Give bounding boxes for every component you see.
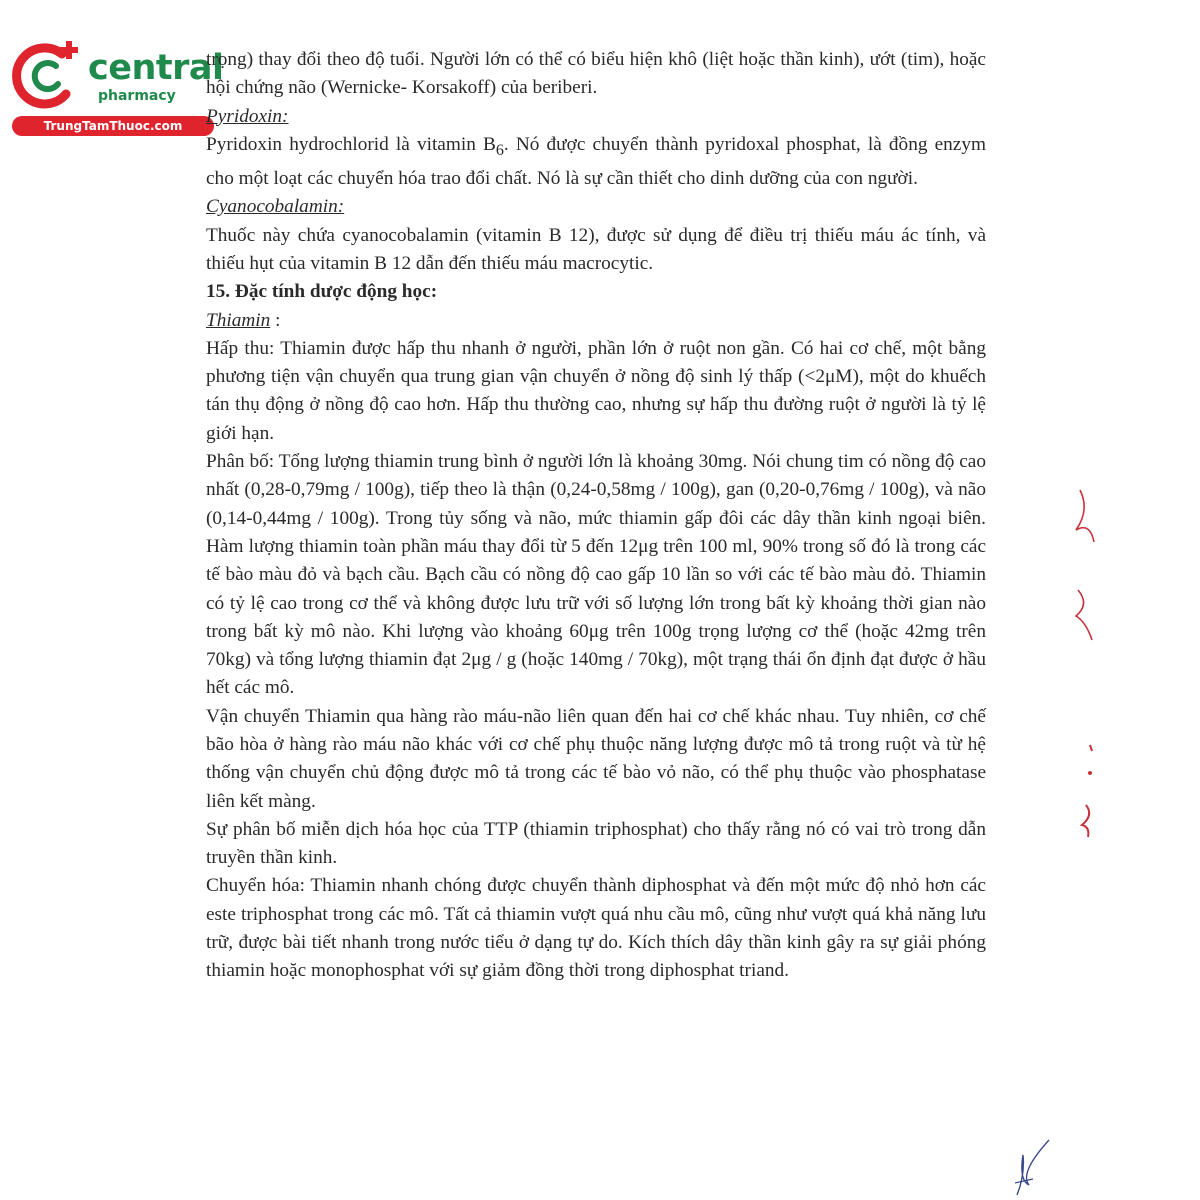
subheading-thiamin-colon: : bbox=[270, 309, 281, 331]
logo-brand-name: central bbox=[88, 48, 224, 88]
subheading-cyanocobalamin: Cyanocobalamin: bbox=[206, 196, 345, 218]
paragraph-transport: Vận chuyển Thiamin qua hàng rào máu-não liên quan đến hai cơ chế khác nhau. Tuy nhiên, cơ chế bão hòa ở hàng rào máu não khác với cơ chế phụ thuộc năng lượng được mô tả trong ruột và từ hệ thống vận chuyển chủ động được mô tả trong các tế bào vỏ não, có thể phụ thuộc vào phosphatase liên kết màng. bbox=[206, 705, 986, 812]
paragraph-metabolism: Chuyển hóa: Thiamin nhanh chóng được chuyển thành diphosphat và đến một mức độ nhỏ hơn các este triphosphat trong các mô. Tất cả thiamin vượt quá nhu cầu mô, cũng như vượt quá khả năng lưu trữ, được bài tiết nhanh trong nước tiểu ở dạng tự do. Kích thích dây thần kinh gây ra sự giải phóng thiamin hoặc monophosphat với sự giảm đồng thời trong diphosphat triand. bbox=[206, 875, 986, 982]
paragraph-beriberi: trọng) thay đổi theo độ tuổi. Người lớn có thể có biểu hiện khô (liệt hoặc thần kinh), ướt (tim), hoặc hội chứng não (Wernicke- Korsakoff) của beriberi. bbox=[206, 49, 986, 99]
logo-brand-subtitle: pharmacy bbox=[98, 88, 176, 104]
central-pharmacy-logo bbox=[10, 36, 224, 136]
paragraph-pyridoxin: Pyridoxin hydrochlorid là vitamin $B_6$. Nó được chuyển thành pyridoxal phosphat, là đồng enzym cho một loạt các chuyển hóa trao đổi chất. Nó là sự cần thiết cho dinh dưỡng của con người. bbox=[206, 133, 987, 190]
section-heading-15: 15. Đặc tính dược động học: bbox=[206, 281, 438, 303]
signature-icon bbox=[1005, 1135, 1055, 1200]
margin-stamp-marks-icon bbox=[1060, 480, 1110, 860]
paragraph-absorption: Hấp thu: Thiamin được hấp thu nhanh ở người, phần lớn ở ruột non gần. Có hai cơ chế, một bằng phương tiện vận chuyển qua trung gian vận chuyển ở nồng độ sinh lý thấp (<2μM), một do khuếch tán thụ động ở nồng độ cao hơn. Hấp thu thường cao, nhưng sự hấp thu đường ruột ở người là tỷ lệ giới hạn. bbox=[206, 337, 986, 444]
subheading-pyridoxin: Pyridoxin: bbox=[206, 105, 289, 127]
subscript-6: 6 bbox=[495, 141, 504, 159]
document-body bbox=[206, 46, 986, 986]
subheading-thiamin: Thiamin bbox=[206, 309, 271, 331]
paragraph-distribution: Phân bố: Tổng lượng thiamin trung bình ở người lớn là khoảng 30mg. Nói chung tim có nồng độ cao nhất (0,28-0,79mg / 100g), tiếp theo là thận (0,24-0,58mg / 100g), gan (0,20-0,76mg / 100g), và não (0,14-0,44mg / 100g). Trong tủy sống và não, mức thiamin gấp đôi các dây thần kinh ngoại biên. Hàm lượng thiamin toàn phần máu thay đổi từ 5 đến 12μg trên 100 ml, 90% trong số đó là trong các tế bào màu đỏ và bạch cầu. Bạch cầu có nồng độ cao gấp 10 lần so với các tế bào màu đỏ. Thiamin có tỷ lệ cao trong cơ thể và không được lưu trữ với số lượng lớn trong bất kỳ khoảng thời gian nào trong bất kỳ mô nào. Khi lượng vào khoảng 60μg trên 100g trọng lượng cơ thể (hoặc 42mg trên 70kg) và tổng lượng thiamin đạt 2μg / g (hoặc 140mg / 70kg), một trạng thái ổn định đạt được ở hầu hết các mô. bbox=[206, 451, 986, 699]
paragraph-cyanocobalamin: Thuốc này chứa cyanocobalamin (vitamin B 12), được sử dụng để điều trị thiếu máu ác tính, và thiếu hụt của vitamin B 12 dẫn đến thiếu máu macrocytic. bbox=[206, 224, 986, 274]
logo-website: TrungTamThuoc.com bbox=[12, 116, 214, 136]
paragraph-ttp: Sự phân bố miễn dịch hóa học của TTP (thiamin triphosphat) cho thấy rằng nó có vai trò trong dẫn truyền thần kinh. bbox=[206, 818, 986, 869]
logo-mark-icon bbox=[10, 36, 90, 116]
